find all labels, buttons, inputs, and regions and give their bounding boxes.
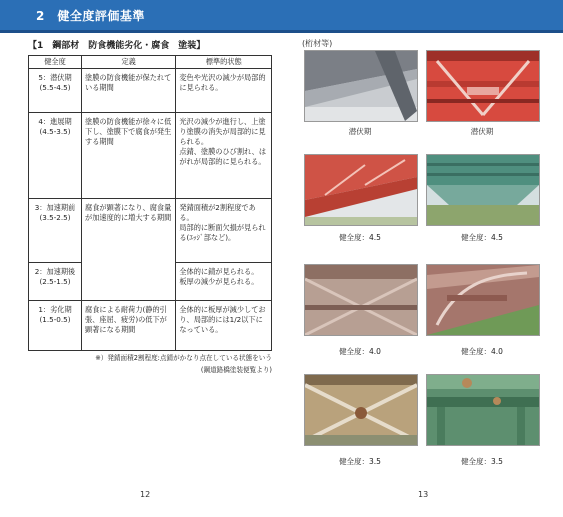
state-cell: 全体的に板厚が減少しており、局部的には1/2以下になっている。: [176, 301, 272, 351]
photo-grade-4-5-1: [304, 154, 418, 226]
header-definition: 定義: [82, 56, 176, 69]
table-row: [29, 301, 272, 351]
definition-cell: 腐食が顕著になり、腐食量が加速度的に増大する期間: [82, 199, 176, 301]
left-page: [28, 38, 272, 375]
photo-latent-2: [426, 50, 540, 122]
table-row: [29, 69, 272, 113]
grade-cell: [29, 263, 82, 301]
definition-cell: 塗膜の防食機能が徐々に低下し、塗膜下で腐食が発生する期間: [82, 113, 176, 199]
grade-score: (2.5-1.5): [39, 277, 71, 286]
grade-cell: [29, 301, 82, 351]
definition-cell: 塗膜の防食機能が保たれている期間: [82, 69, 176, 113]
table-row: [29, 199, 272, 263]
photo-label: 健全度：4.5: [339, 233, 381, 242]
photo-label: 健全度：4.0: [339, 347, 381, 356]
photo-label: 健全度：4.0: [461, 347, 503, 356]
grade-cell: [29, 113, 82, 199]
photo-grade-4-5-2: [426, 154, 540, 226]
table-row: [29, 113, 272, 199]
grade-cell: [29, 69, 82, 113]
evaluation-table: [28, 55, 272, 351]
grade-score: (1.5-0.5): [39, 315, 71, 324]
photo-latent-1: [304, 50, 418, 122]
state-cell: 光沢の減少が進行し、上塗り塗膜の消失が局部的に見られる。 点錆、塗膜のひび割れ、はがれが局部的に見られる。: [176, 113, 272, 199]
photo-caption: (桁材等): [302, 39, 333, 48]
state-cell: 全体的に錆が見られる。 板厚の減少が見られる。: [176, 263, 272, 301]
header-grade: 健全度: [29, 56, 82, 69]
photo-label: 健全度：4.5: [461, 233, 503, 242]
photo-grade-3-5-1: [304, 374, 418, 446]
photo-label: 潜伏期: [348, 127, 372, 136]
grade-label: 3：加速期前: [34, 203, 76, 212]
grade-score: (4.5-3.5): [39, 127, 71, 136]
photo-label: 潜伏期: [470, 127, 494, 136]
footnote: ※）発錆面積2割程度:点錆がかなり点在している状態をいう: [95, 354, 272, 362]
header-state: 標準的状態: [176, 56, 272, 69]
source-note: (鋼道路橋塗装便覧より): [200, 366, 272, 374]
grade-label: 4：進展期: [38, 117, 72, 126]
photo-grade-4-0-2: [426, 264, 540, 336]
page-number-left: 12: [140, 490, 151, 499]
right-page: [302, 38, 552, 49]
table-header-row: [29, 56, 272, 69]
grade-score: (3.5-2.5): [39, 213, 71, 222]
definition-cell: 腐食による耐荷力(静的引張、座屈、疲労)の低下が顕著になる期間: [82, 301, 176, 351]
grade-cell: [29, 199, 82, 263]
grade-label: 1：劣化期: [38, 305, 72, 314]
section-title: 2 健全度評価基準: [36, 9, 145, 23]
photo-label: 健全度：3.5: [461, 457, 503, 466]
photo-grade-4-0-1: [304, 264, 418, 336]
grade-label: 2：加速期後: [34, 267, 76, 276]
page-number-right: 13: [418, 490, 429, 499]
grade-label: 5：潜伏期: [38, 73, 72, 82]
grade-score: (5.5-4.5): [39, 83, 71, 92]
state-cell: 変色や光沢の減少が局部的に見られる。: [176, 69, 272, 113]
photo-label: 健全度：3.5: [339, 457, 381, 466]
section-header-banner: [0, 0, 563, 33]
state-cell: 発錆面積が2割程度である。 局部的に断面欠損が見られる(ｴｯｼﾞ部など)。: [176, 199, 272, 263]
table-subtitle: 【1 鋼部材 防食機能劣化・腐食 塗装】: [28, 41, 206, 51]
photo-grade-3-5-2: [426, 374, 540, 446]
